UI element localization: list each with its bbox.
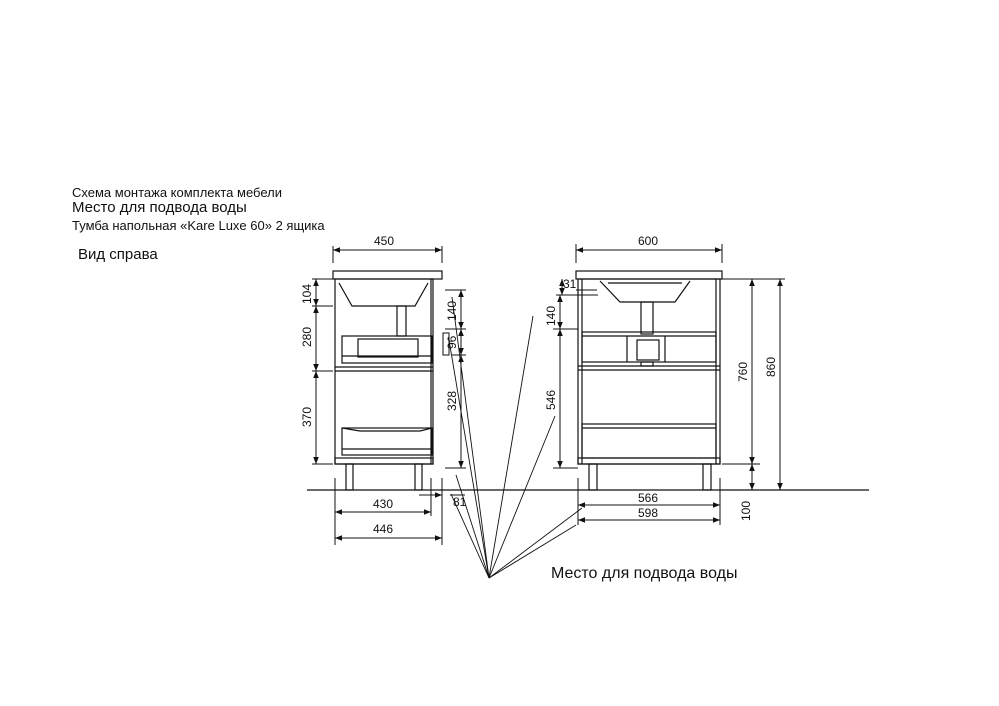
front-dim-546: 546 [544, 389, 558, 410]
side-view-cabinet [333, 271, 449, 490]
diagram-title: Схема монтажа комплекта мебели [72, 185, 282, 200]
product-name: Тумба напольная «Kare Luxe 60» 2 ящика [72, 218, 325, 233]
front-dim-760: 760 [736, 361, 750, 382]
side-dim-81: 81 [453, 495, 467, 509]
side-view-label: Вид справа [78, 246, 158, 263]
diagram-subtitle: Место для подвода воды [72, 199, 247, 216]
front-dim-600: 600 [638, 234, 659, 248]
side-dim-450: 450 [374, 234, 395, 248]
side-dim-96: 96 [445, 335, 459, 349]
front-view-cabinet [576, 271, 722, 490]
side-dim-446: 446 [373, 522, 394, 536]
front-dim-860: 860 [764, 356, 778, 377]
front-dim-598: 598 [638, 506, 659, 520]
front-dim-140: 140 [544, 305, 558, 326]
side-dim-280: 280 [300, 326, 314, 347]
side-dim-430: 430 [373, 497, 394, 511]
side-dim-328: 328 [445, 390, 459, 411]
side-dim-140: 140 [445, 300, 459, 321]
water-leader-lines [449, 297, 582, 578]
front-dim-566: 566 [638, 491, 659, 505]
front-dim-31: 31 [563, 277, 577, 291]
front-dim-100: 100 [739, 500, 753, 521]
side-dim-370: 370 [300, 406, 314, 427]
water-supply-label: Место для подвода воды [551, 565, 738, 582]
side-dim-104: 104 [300, 283, 314, 304]
